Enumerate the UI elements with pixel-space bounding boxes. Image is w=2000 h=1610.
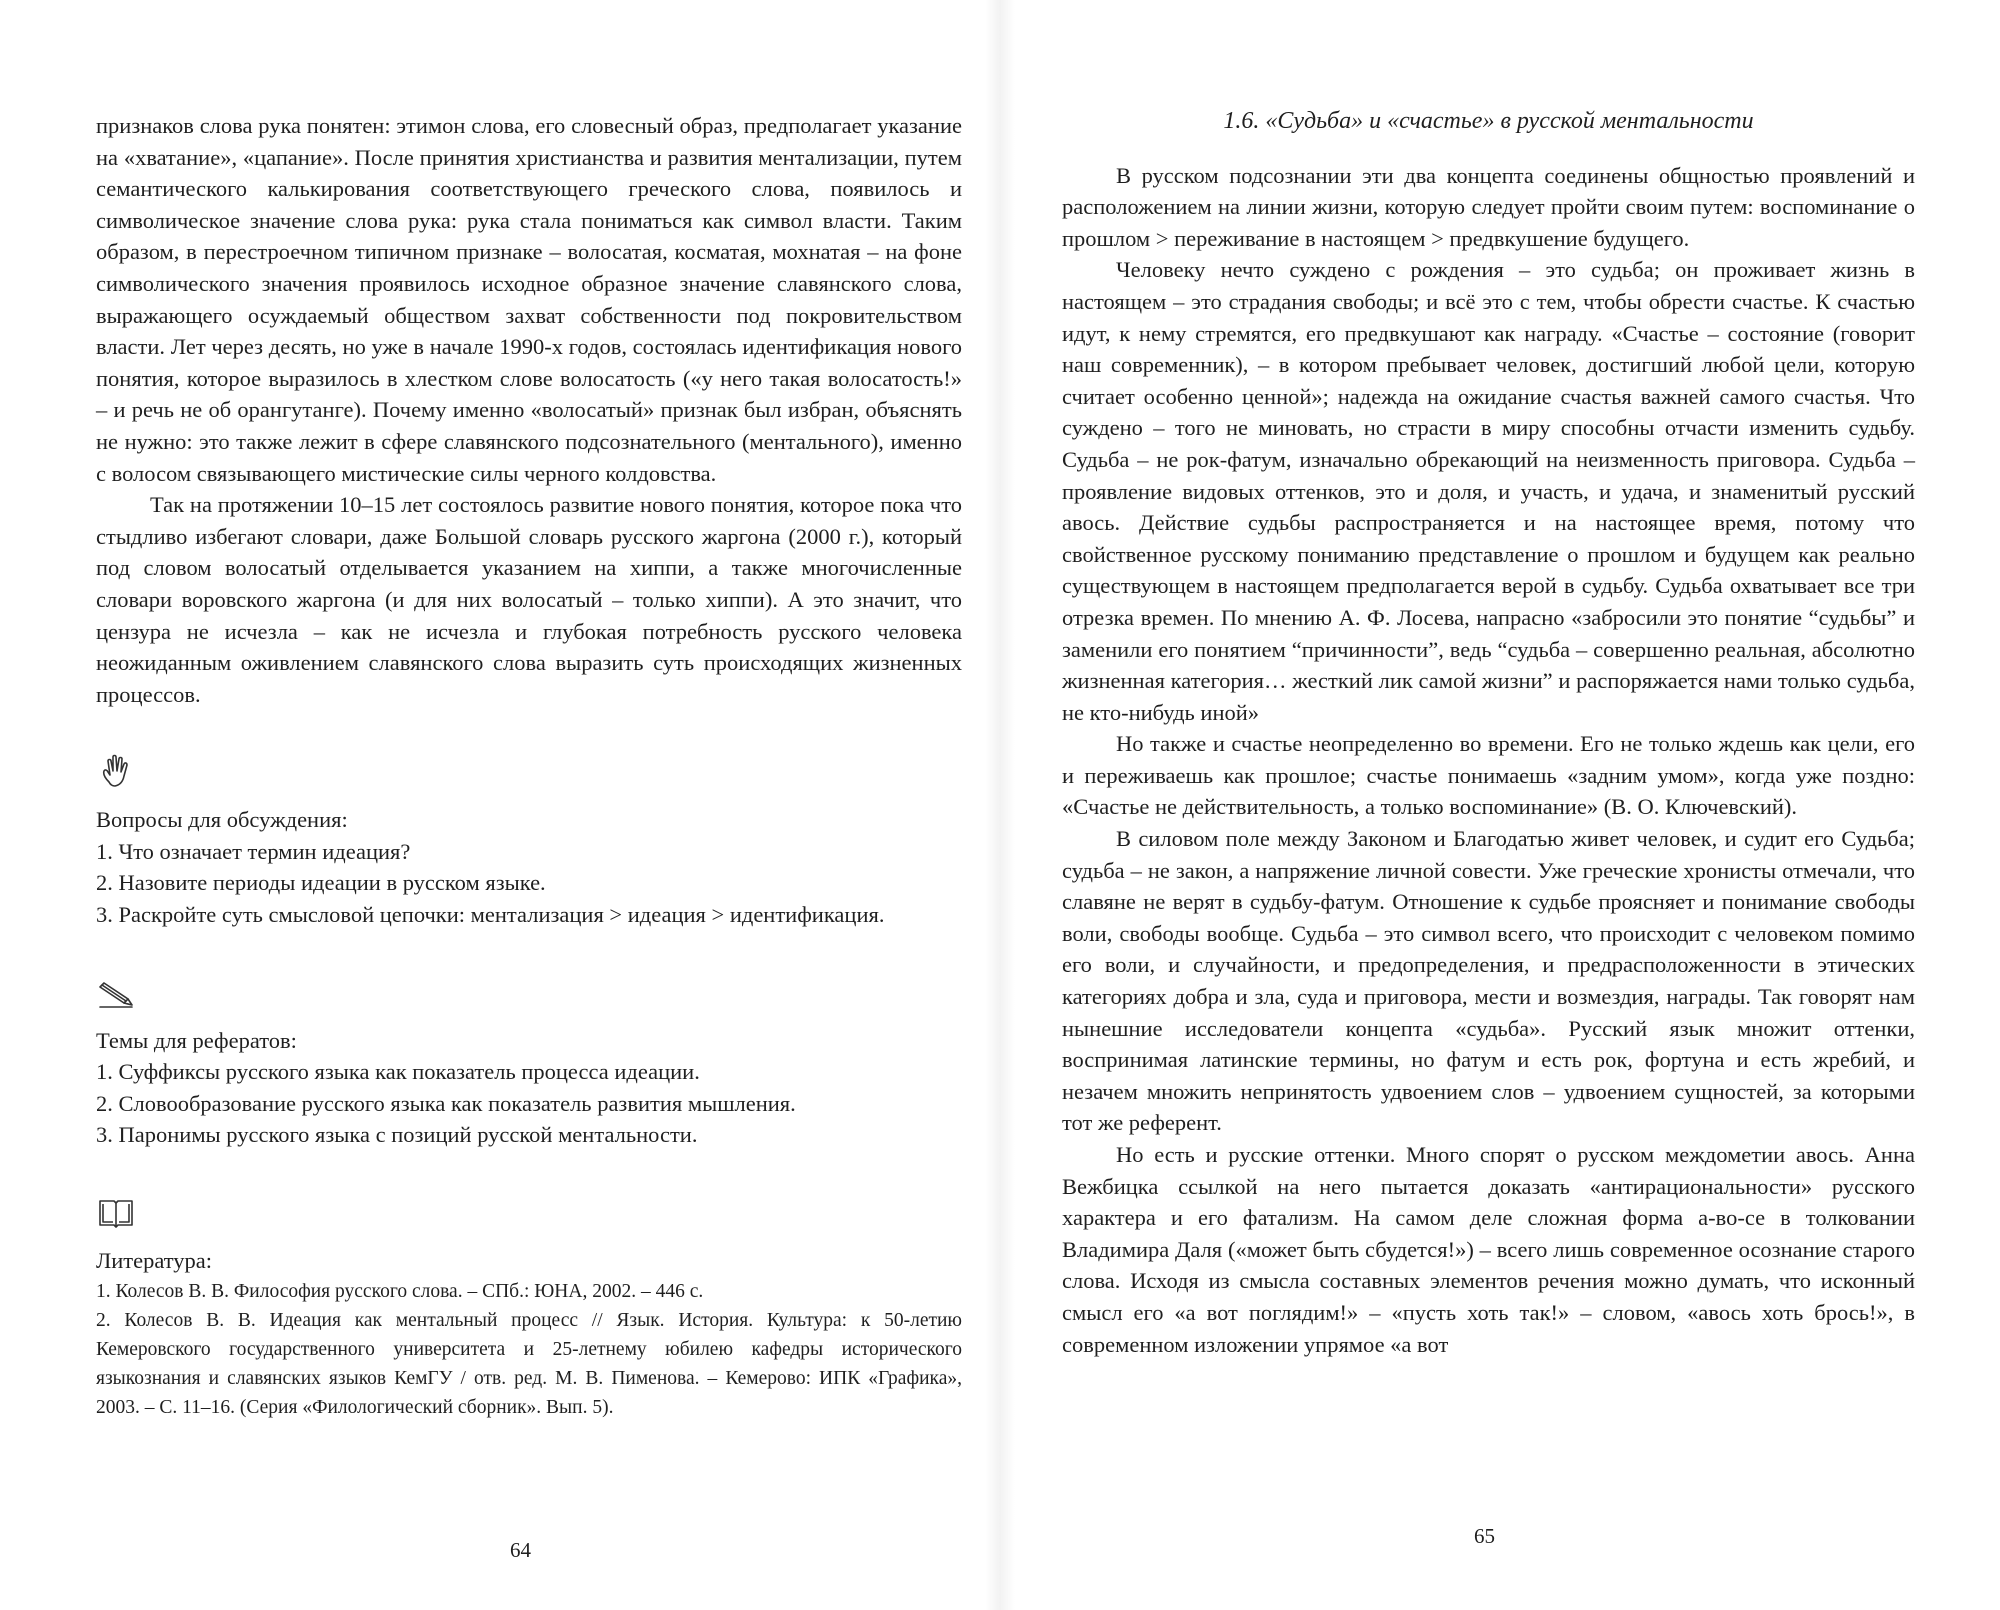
right-page <box>1000 0 2000 1610</box>
paragraph: Человеку нечто суждено с рождения – это судьба; он проживает жизнь в настоящем – это страдания свободы; и всё это с тем, чтобы обрести счастье. К счастью идут, к нему стремятся, его предвкушают как награду. «Счастье – состояние (говорит наш современник), – в котором пребывает человек, достигший любой цели, которую считает особенно ценной»; надежда на ожидание счастья важней самого счастья. Что суждено – того не миновать, но страсти в миру способны отчасти изменить судьбу. Судьба – не рок-фатум, изначально обрекающий на неизменность приговора. Судьба – проявление видовых оттенков, это и доля, и участь, и удача, и знаменитый русский авось. Действие судьбы распространяется и на настоящее время, потому что свойственное русскому пониманию представление о прошлом и будущем как реально существующем в настоящем предполагается верой в судьбу. Судьба охватывает все три отрезка времен. По мнению А. Ф. Лосева, напрасно «забросили это понятие “судьбы” и заменили его понятием “причинности”, ведь “судьба – совершенно реальная, абсолютно жизненная категория… жесткий лик самой жизни” и распоряжается нами только судьба, не кто-нибудь иной» <box>1062 257 1915 725</box>
topic-item: 3. Паронимы русского языка с позиций русской ментальности. <box>96 1122 698 1148</box>
spacer <box>96 1151 962 1183</box>
topic-item: 2. Словообразование русского языка как показатель развития мышления. <box>96 1090 796 1116</box>
topics-block <box>96 1025 962 1151</box>
paragraph: Но есть и русские оттенки. Много спорят о русском междометии авось. Анна Вежбицка ссылкой на него пытается доказать «антирациональности» русского характера и его фатализм. На самом деле сложная форма а-во-се в толковании Владимира Даля («может быть сбудется!») – всего лишь современное осознание старого слова. Исходя из смысла составных элементов речения можно думать, что исконный смысл его «а вот поглядим!» – «пусть хоть так!» – словом, «авось хоть брось!», в современном изложении упрямое «а вот <box>1062 1142 1915 1357</box>
paragraph: Но также и счастье неопределенно во времени. Его не только ждешь как цели, его и переживаешь как прошлое; счастье понимаешь «задним умом», когда уже поздно: «Счастье не действительность, а только воспоминание» (В. О. Ключевский). <box>1062 731 1915 820</box>
page-number: 64 <box>510 1538 531 1562</box>
literature-item: 2. Колесов В. В. Идеация как ментальный процесс // Язык. История. Культура: к 50-летию Кемеровского государственного университета и 25-летнему юбилею кафедры исторического языкознания и славянских языков КемГУ / отв. ред. М. В. Пименова. – Кемерово: ИПК «Графика», 2003. – С. 11–16. (Серия «Филологический сборник». Вып. 5). <box>96 1309 962 1418</box>
spacer <box>96 710 962 742</box>
left-text-column <box>96 110 962 1422</box>
topic-item: 1. Суффиксы русского языка как показатель процесса идеации. <box>96 1059 700 1085</box>
question-item: 3. Раскройте суть смысловой цепочки: ментализация > идеация > идентификация. <box>96 902 885 928</box>
pen-icon <box>96 963 160 1025</box>
paragraph: В силовом поле между Законом и Благодатью живет человек, и судит его Судьба; судьба – не закон, а напряжение личной совести. Уже греческие хронисты отмечали, что славяне не верят в судьбу-фатум. Отношение к судьбе проясняет и понимание свободы воли, свободы вообще. Судьба – это символ всего, что происходит с человеком помимо его воли, и случайности, и предопределения, и предрасположенности в этических категориях добра и зла, суда и приговора, мести и возмездия, награды. Так говорят нам нынешние исследователи концепта «судьба». Русский язык множит оттенки, воспринимая латинские термины, но фатум и есть рок, фортуна и есть жребий, и незачем множить непринятость удвоением слов – удвоением сущностей, за которыми тот же референт. <box>1062 826 1915 1136</box>
page-number: 65 <box>1474 1524 1495 1548</box>
literature-heading: Литература: <box>96 1248 213 1274</box>
continuation-paragraph: признаков слова рука понятен: этимон слова, его словесный образ, предполагает указание на «хватание», «цапание». После принятия христианства и развития ментализации, путем семантического калькирования соответствующего греческого слова, появилось и символическое значение слова рука: рука стала пониматься как символ власти. Таким образом, в перестроечном типичном признаке – волосатая, косматая, мохнатая – на фоне символического значения проявилось исходное образное значение славянского слова, выражающего осуждаемый обществом захват собственности под покровительством власти. Лет через десять, но уже в начале 1990-х годов, состоялась идентификация нового понятия, которое выразилось в хлестком слове волосатость («у него такая волосатость!» – и речь не об орангутанге). Почему именно «волосатый» признак был избран, объяснять не нужно: это также лежит в сфере славянского подсознательного (ментального), именно с волосом связывающего мистические силы черного колдовства. <box>96 113 962 486</box>
topics-heading: Темы для рефератов: <box>96 1027 297 1053</box>
paragraph-2: Так на протяжении 10–15 лет состоялось развитие нового понятия, которое пока что стыдливо избегают словари, даже Большой словарь русского жаргона (2000 г.), который под словом волосатый отделывается указанием на хиппи, а также многочисленные словари воровского жаргона (и для них волосатый – только хиппи). А это значит, что цензура не исчезла – как не исчезла и глубокая потребность русского человека неожиданным оживлением славянского слова выразить суть происходящих жизненных процессов. <box>96 492 962 707</box>
literature-block <box>96 1245 962 1422</box>
right-text-column <box>1062 110 1915 1360</box>
questions-heading: Вопросы для обсуждения: <box>96 807 348 833</box>
chapter-title: 1.6. «Судьба» и «счастье» в русской ментальности <box>1223 108 1754 134</box>
spacer <box>96 931 962 963</box>
question-item: 1. Что означает термин идеация? <box>96 838 411 864</box>
book-icon <box>96 1183 160 1245</box>
questions-block <box>96 804 962 930</box>
literature-item: 1. Колесов В. В. Философия русского слова. – СПб.: ЮНА, 2002. – 446 с. <box>96 1280 704 1302</box>
question-item: 2. Назовите периоды идеации в русском языке. <box>96 870 546 896</box>
paragraph: В русском подсознании эти два концепта соединены общностью проявлений и расположением на линии жизни, которую следует пройти своим путем: воспоминание о прошлом > переживание в настоящем > предвкушение будущего. <box>1062 162 1915 251</box>
hand-icon <box>96 742 160 804</box>
